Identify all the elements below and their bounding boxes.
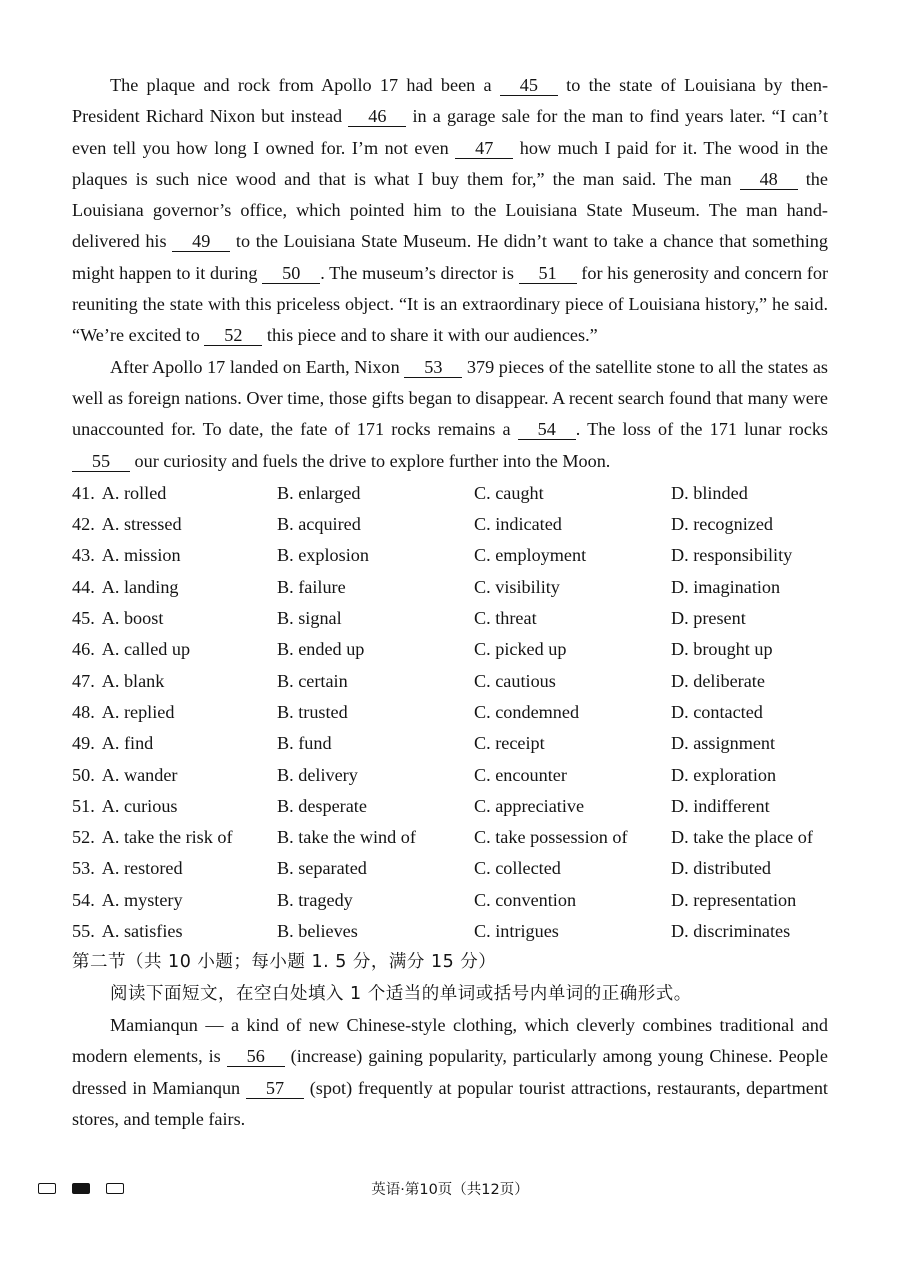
question-number: 42.: [72, 514, 95, 535]
question-number: 46.: [72, 639, 95, 660]
option-c: C. indicated: [474, 514, 562, 535]
question-number: 43.: [72, 545, 95, 566]
passage-text: After Apollo 17 landed on Earth, Nixon: [110, 356, 405, 377]
question-number: 50.: [72, 764, 95, 785]
option-d: D. imagination: [671, 576, 781, 597]
option-b: B. signal: [277, 608, 342, 629]
question-number: 47.: [72, 670, 95, 691]
options-table: [72, 478, 828, 947]
option-a-text: A. boost: [101, 608, 164, 629]
option-b: B. tragedy: [277, 889, 353, 910]
passage-paragraph-1: [72, 70, 828, 352]
option-d: D. brought up: [671, 639, 773, 660]
option-c: C. condemned: [474, 701, 580, 722]
option-row: [72, 760, 828, 791]
option-a-text: A. restored: [101, 858, 183, 879]
option-row: [72, 728, 828, 759]
passage-text: for his generosity and concern for reuniting the state with this priceless object. “It is an extraordinary piece of Louisiana history,” he said. “We’re excited to: [72, 262, 828, 346]
option-d: D. responsibility: [671, 545, 793, 566]
option-row: [72, 509, 828, 540]
option-d: D. present: [671, 608, 746, 629]
option-d: D. representation: [671, 889, 797, 910]
option-b: B. fund: [277, 733, 332, 754]
option-d: D. indifferent: [671, 795, 770, 816]
question-number: 44.: [72, 576, 95, 597]
option-a-text: A. called up: [101, 639, 191, 660]
option-b: B. take the wind of: [277, 827, 416, 848]
option-a-text: A. blank: [101, 670, 165, 691]
option-a-text: A. landing: [101, 576, 179, 597]
option-c: C. threat: [474, 608, 537, 629]
option-b: B. ended up: [277, 639, 365, 660]
option-a: [72, 603, 277, 634]
option-row: [72, 916, 828, 947]
answer-blank: 46: [348, 106, 406, 127]
option-a: [72, 697, 277, 728]
option-a-text: A. curious: [101, 795, 178, 816]
option-a-text: A. find: [101, 733, 154, 754]
option-row: [72, 603, 828, 634]
option-row: [72, 885, 828, 916]
question-number: 48.: [72, 701, 95, 722]
answer-blank: 52: [204, 325, 262, 346]
option-c: C. encounter: [474, 764, 567, 785]
question-number: 45.: [72, 608, 95, 629]
option-c: C. take possession of: [474, 827, 628, 848]
answer-blank: 54: [518, 419, 576, 440]
option-row: [72, 478, 828, 509]
question-number: 54.: [72, 889, 95, 910]
section-heading: 第二节（共 10 小题；每小题 1. 5 分，满分 15 分）: [72, 952, 497, 973]
option-a-text: A. mystery: [101, 889, 183, 910]
option-a: [72, 728, 277, 759]
option-a: [72, 885, 277, 916]
passage-text: The plaque and rock from Apollo 17 had been a: [110, 75, 500, 95]
option-c: C. appreciative: [474, 795, 585, 816]
option-d: D. assignment: [671, 733, 776, 754]
passage-text: . The museum’s director is: [320, 262, 519, 283]
passage-text: . The loss of the 171 lunar rocks: [575, 419, 828, 440]
option-a-text: A. satisfies: [101, 921, 183, 942]
page-footer: [38, 1178, 862, 1202]
option-row: [72, 697, 828, 728]
option-a-text: A. replied: [101, 701, 175, 722]
option-d: D. discriminates: [671, 921, 791, 942]
option-a: [72, 572, 277, 603]
question-number: 49.: [72, 733, 95, 754]
option-a: [72, 916, 277, 947]
question-number: 55.: [72, 921, 95, 942]
passage-text: how much I paid for it. The wood in the plaques is such nice wood and that is what I buy them for,” the man said. The man: [72, 137, 829, 189]
option-d: D. blinded: [671, 482, 748, 503]
passage-text: to the Louisiana State Museum. He didn’t want to take a chance that something might happen to it during: [72, 231, 828, 283]
passage-text: to the state of Louisiana by then-President Richard Nixon but instead: [72, 75, 828, 127]
option-a: [72, 666, 277, 697]
option-b: B. believes: [277, 921, 358, 942]
exam-page: [72, 70, 828, 1135]
option-a: [72, 634, 277, 665]
option-c: C. picked up: [474, 639, 567, 660]
option-b: B. separated: [277, 858, 367, 879]
option-b: B. failure: [277, 576, 346, 597]
option-b: B. delivery: [277, 764, 358, 785]
passage-text: in a garage sale for the man to find years later. “I can’t even tell you how long I owned for. I’m not even: [72, 106, 828, 158]
option-row: [72, 634, 828, 665]
option-c: C. convention: [474, 889, 577, 910]
option-d: D. take the place of: [671, 827, 813, 848]
option-c: C. caught: [474, 482, 544, 503]
option-c: C. employment: [474, 545, 587, 566]
passage-text: (spot) frequently at popular tourist attractions, restaurants, department stores, and temple fairs.: [72, 1077, 828, 1129]
answer-blank: 48: [740, 169, 798, 190]
option-row: [72, 822, 828, 853]
answer-blank: 45: [500, 75, 558, 96]
passage-paragraph-2: [72, 352, 828, 477]
option-c: C. cautious: [474, 670, 556, 691]
question-number: 51.: [72, 795, 95, 816]
answer-blank: 49: [172, 231, 230, 252]
option-a-text: A. mission: [101, 545, 181, 566]
option-a: [72, 822, 277, 853]
passage-text: (increase) gaining popularity, particularly among young Chinese. People dressed in Mamianqun: [72, 1046, 828, 1098]
section-instruction: 阅读下面短文，在空白处填入 1 个适当的单词或括号内单词的正确形式。: [110, 983, 692, 1004]
passage-text: this piece and to share it with our audiences.”: [262, 325, 598, 346]
option-c: C. receipt: [474, 733, 545, 754]
option-d: D. recognized: [671, 514, 774, 535]
answer-blank: 55: [72, 451, 130, 472]
option-a-text: A. stressed: [101, 514, 182, 535]
option-b: B. enlarged: [277, 482, 361, 503]
option-row: [72, 540, 828, 571]
option-c: C. collected: [474, 858, 561, 879]
option-a: [72, 760, 277, 791]
option-a-text: A. take the risk of: [101, 827, 233, 848]
option-a: [72, 791, 277, 822]
passage-text: 379 pieces of the satellite stone to all the states as well as foreign nations. Over time, those gifts began to disappear. A recent search found that many were unaccounted for. To date, the fate of 171 rocks remains a: [72, 356, 828, 440]
option-d: D. exploration: [671, 764, 777, 785]
option-d: D. deliberate: [671, 670, 765, 691]
answer-blank: 56: [227, 1046, 285, 1067]
question-number: 41.: [72, 482, 95, 503]
option-b: B. explosion: [277, 545, 369, 566]
option-d: D. distributed: [671, 858, 772, 879]
option-row: [72, 853, 828, 884]
option-c: C. intrigues: [474, 921, 559, 942]
option-b: B. trusted: [277, 701, 348, 722]
option-a: [72, 509, 277, 540]
passage-text: our curiosity and fuels the drive to explore further into the Moon.: [130, 450, 611, 471]
option-d: D. contacted: [671, 701, 763, 722]
option-row: [72, 666, 828, 697]
option-row: [72, 572, 828, 603]
answer-blank: 51: [519, 263, 577, 284]
answer-blank: 53: [404, 357, 462, 378]
option-a: [72, 540, 277, 571]
question-number: 53.: [72, 858, 95, 879]
page-number: 英语·第10页（共12页）: [371, 1182, 529, 1198]
option-b: B. desperate: [277, 795, 367, 816]
option-a-text: A. wander: [101, 764, 178, 785]
option-row: [72, 791, 828, 822]
answer-blank: 47: [455, 138, 513, 159]
answer-blank: 57: [246, 1078, 304, 1099]
option-a: [72, 478, 277, 509]
option-b: B. acquired: [277, 514, 361, 535]
passage-text: Mamianqun — a kind of new Chinese-style clothing, which cleverly combines traditional and modern elements, is: [72, 1014, 828, 1067]
option-c: C. visibility: [474, 576, 560, 597]
answer-blank: 50: [262, 263, 320, 284]
passage-text: the Louisiana governor’s office, which pointed him to the Louisiana State Museum. The man hand-delivered his: [72, 168, 828, 252]
option-b: B. certain: [277, 670, 348, 691]
question-number: 52.: [72, 827, 95, 848]
grammar-passage-paragraph: [72, 1010, 828, 1135]
option-a-text: A. rolled: [101, 482, 167, 503]
option-a: [72, 853, 277, 884]
